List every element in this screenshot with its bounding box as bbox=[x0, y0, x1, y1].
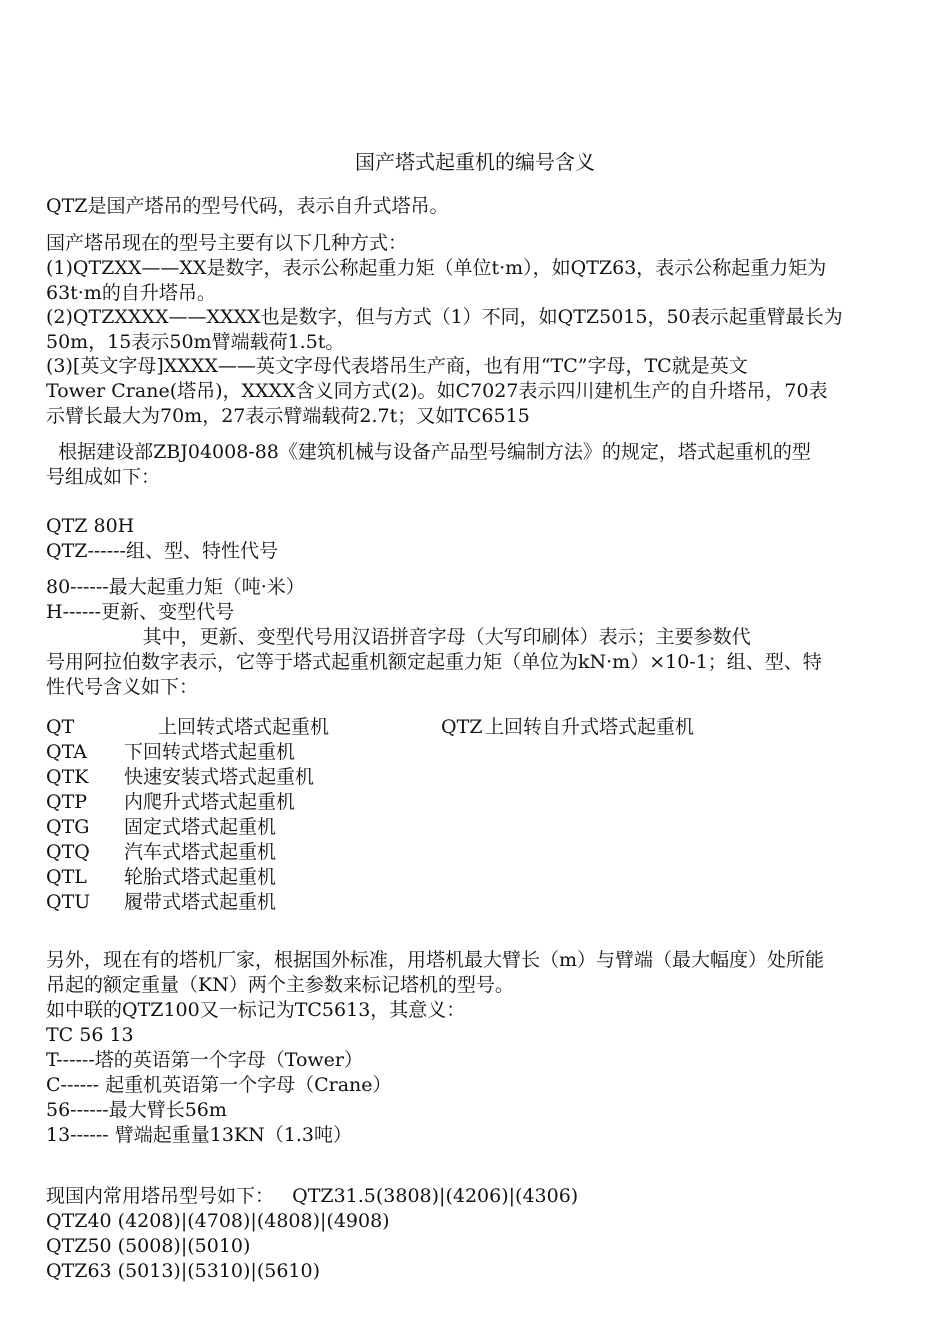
type-code: QTA bbox=[46, 741, 87, 763]
foreign-line1: 另外，现在有的塔机厂家，根据国外标准，用塔机最大臂长（m）与臂端（最大幅度）处所能 bbox=[46, 949, 825, 971]
format3-line1: (3)[英文字母]XXXX——英文字母代表塔吊生产商，也有用“TC”字母，TC就是英文 bbox=[46, 355, 748, 377]
type-desc: 快速安装式塔式起重机 bbox=[124, 766, 315, 788]
type-row bbox=[46, 862, 276, 886]
format2-line2: 50m，15表示50m臂端载荷1.5t。 bbox=[46, 331, 345, 353]
tc-56: 56------最大臂长56m bbox=[46, 1099, 227, 1121]
format1-line1: (1)QTZXX——XX是数字，表示公称起重力矩（单位t·m），如QTZ63，表示公称起重力矩为 bbox=[46, 257, 827, 279]
type-code: QTU bbox=[46, 891, 91, 913]
example-h: H------更新、变型代号 bbox=[46, 601, 235, 623]
type-code: QTL bbox=[46, 866, 87, 888]
type-desc: 下回转式塔式起重机 bbox=[124, 741, 296, 763]
foreign-line2: 吊起的额定重量（KN）两个主参数来标记塔机的型号。 bbox=[46, 974, 514, 996]
type-desc: 内爬升式塔式起重机 bbox=[124, 791, 296, 813]
type-desc: 上回转自升式塔式起重机 bbox=[485, 716, 695, 738]
note-line3: 性代号含义如下： bbox=[46, 676, 199, 698]
type-desc: 上回转式塔式起重机 bbox=[158, 716, 330, 738]
type-desc: 履带式塔式起重机 bbox=[124, 891, 277, 913]
type-code: QTP bbox=[46, 791, 88, 813]
tc-t: T------塔的英语第一个字母（Tower） bbox=[46, 1049, 363, 1071]
tc-model: TC 56 13 bbox=[46, 1024, 134, 1046]
type-code: QTZ bbox=[441, 716, 483, 738]
intro-text: QTZ是国产塔吊的型号代码，表示自升式塔吊。 bbox=[46, 195, 449, 217]
standard-line2: 号组成如下： bbox=[46, 466, 161, 488]
tc-c: C------ 起重机英语第一个字母（Crane） bbox=[46, 1074, 392, 1096]
type-row bbox=[46, 762, 314, 786]
document-title: 国产塔式起重机的编号含义 bbox=[355, 150, 595, 174]
note-line2: 号用阿拉伯数字表示，它等于塔式起重机额定起重力矩（单位为kN·m）×10-1；组、型、特 bbox=[46, 651, 822, 673]
type-desc: 轮胎式塔式起重机 bbox=[124, 866, 277, 888]
type-row bbox=[46, 787, 295, 811]
type-code: QT bbox=[46, 716, 75, 738]
tc-13: 13------ 臂端起重量13KN（1.3吨） bbox=[46, 1124, 352, 1146]
format3-line2: Tower Crane(塔吊)，XXXX含义同方式(2)。如C7027表示四川建机生产的自升塔吊，70表 bbox=[46, 380, 828, 402]
type-code: QTK bbox=[46, 766, 89, 788]
common-line1: QTZ40 (4208)|(4708)|(4808)|(4908) bbox=[46, 1210, 390, 1232]
type-row bbox=[46, 887, 276, 911]
format2-line1: (2)QTZXXXX——XXXX也是数字，但与方式（1）不同，如QTZ5015，50表示起重臂最长为 bbox=[46, 306, 843, 328]
example-model: QTZ 80H bbox=[46, 515, 135, 537]
type-row bbox=[46, 837, 276, 861]
standard-line1: 根据建设部ZBJ04008-88《建筑机械与设备产品型号编制方法》的规定，塔式起重机的型 bbox=[46, 441, 811, 463]
foreign-line3: 如中联的QTZ100又一标记为TC5613，其意义： bbox=[46, 999, 466, 1021]
common-line2: QTZ50 (5008)|(5010) bbox=[46, 1235, 251, 1257]
formats-heading: 国产塔吊现在的型号主要有以下几种方式： bbox=[46, 232, 408, 254]
type-code: QTQ bbox=[46, 841, 90, 863]
note-line1: 其中，更新、变型代号用汉语拼音字母（大写印刷体）表示；主要参数代 bbox=[46, 626, 751, 648]
type-row bbox=[46, 737, 295, 761]
common-heading: 现国内常用塔吊型号如下： QTZ31.5(3808)|(4206)|(4306) bbox=[46, 1185, 579, 1207]
common-line3: QTZ63 (5013)|(5310)|(5610) bbox=[46, 1260, 321, 1282]
example-80: 80------最大起重力矩（吨·米） bbox=[46, 576, 305, 598]
example-qtz: QTZ------组、型、特性代号 bbox=[46, 540, 278, 562]
type-desc: 汽车式塔式起重机 bbox=[124, 841, 277, 863]
type-desc: 固定式塔式起重机 bbox=[124, 816, 277, 838]
type-code: QTG bbox=[46, 816, 90, 838]
format1-line2: 63t·m的自升塔吊。 bbox=[46, 282, 216, 304]
type-row bbox=[46, 712, 694, 736]
format3-line3: 示臂长最大为70m，27表示臂端载荷2.7t；又如TC6515 bbox=[46, 405, 530, 427]
type-row bbox=[46, 812, 276, 836]
